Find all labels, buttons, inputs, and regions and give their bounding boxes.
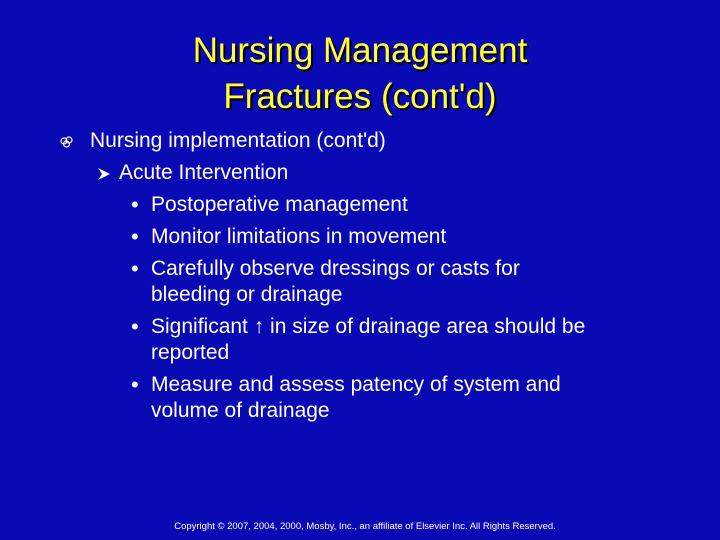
copyright-footer: Copyright © 2007, 2004, 2000, Mosby, Inc., an affiliate of Elsevier Inc. All Rights Reserved. (174, 521, 556, 532)
bullet-dot: • (131, 192, 139, 217)
bullet-dot: • (131, 256, 139, 281)
title-line-1: Nursing Management (192, 31, 528, 70)
level2-text: Acute Intervention (119, 161, 289, 184)
bullet-dot: • (131, 372, 139, 397)
bullet-dot: • (131, 314, 139, 339)
list-item-text: Significant ↑ in size of drainage area should be reported (151, 315, 586, 364)
level1-text: Nursing implementation (cont'd) (90, 129, 386, 152)
title-line-2: Fractures (cont'd) (223, 77, 497, 116)
list-item-text: Postoperative management (151, 193, 408, 216)
list-item-text: Monitor limitations in movement (151, 225, 447, 248)
arrowhead-bullet-icon (97, 167, 111, 181)
bullet-dot: • (131, 224, 139, 249)
list-item-text: Carefully observe dressings or casts for bleeding or drainage (151, 257, 520, 306)
list-item-text: Measure and assess patency of system and volume of drainage (151, 373, 561, 422)
slide-title (0, 28, 720, 120)
cloverleaf-bullet-icon (60, 136, 76, 148)
